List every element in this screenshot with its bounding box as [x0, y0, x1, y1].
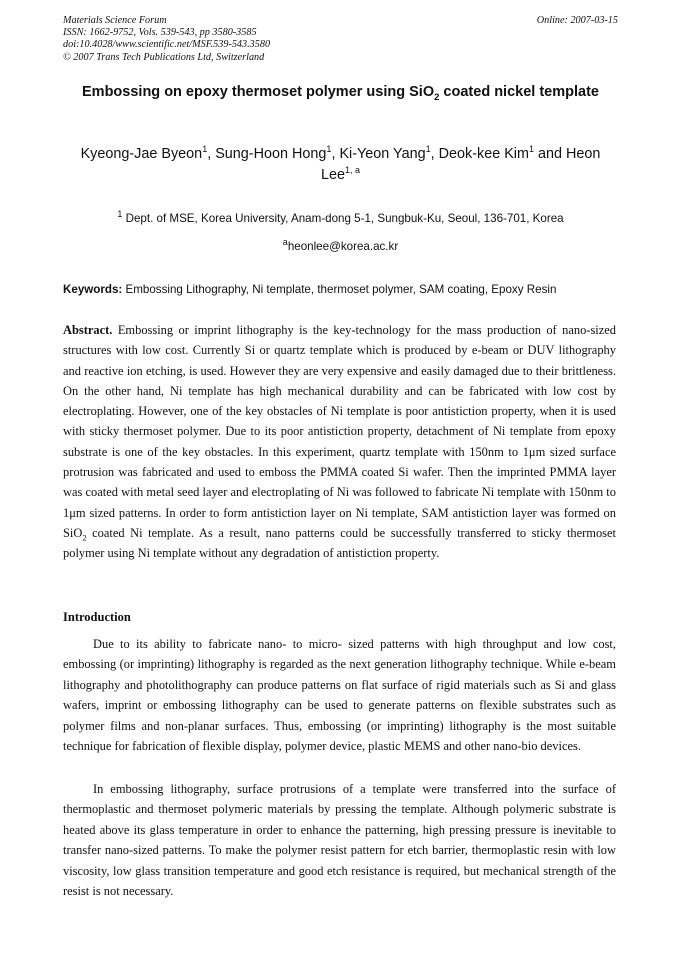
keywords-label: Keywords:: [63, 283, 123, 296]
author-affiliation-mark: 1: [528, 144, 534, 155]
abstract-label: Abstract.: [63, 323, 113, 337]
online-date: Online: 2007-03-15: [536, 15, 618, 26]
author-name: Deok-kee Kim: [438, 146, 529, 162]
author-affiliation-mark: 1: [326, 144, 332, 155]
author-name: Sung-Hoon Hong: [215, 146, 327, 162]
author-affiliation-mark: 1: [425, 144, 431, 155]
journal-issn: ISSN: 1662-9752, Vols. 539-543, pp 3580-3585: [63, 27, 257, 39]
introduction-paragraph: In embossing lithography, surface protrusions of a template were transferred into the surface of thermoplastic and thermoset polymeric materials by pressing the template. Although polymeric substrate is heated above its glass temperature in order to enhance the patterning, high pressing pressure is inevitable to transfer nano-sized patterns. To make the polymer resist pattern for etch barrier, thermoplastic resin with low viscosity, low glass transition temperature and good etch resistance is required, but mechanical strength of the resist is not necessary.: [63, 782, 616, 899]
email-text[interactable]: heonlee@korea.ac.kr: [287, 240, 399, 253]
abstract: [63, 320, 616, 564]
journal-name: Materials Science Forum: [63, 15, 167, 26]
journal-header: [63, 15, 618, 64]
affiliation-text: Dept. of MSE, Korea University, Anam-dong 5-1, Sungbuk-Ku, Seoul, 136-701, Korea: [122, 212, 564, 225]
title-subscript: 2: [434, 91, 440, 103]
author-name: Ki-Yeon Yang: [339, 146, 426, 162]
keywords-text: Embossing Lithography, Ni template, thermoset polymer, SAM coating, Epoxy Resin: [122, 283, 557, 296]
affiliation: [63, 209, 618, 226]
author-affiliation-mark: 1: [202, 144, 208, 155]
journal-doi: doi:10.4028/www.scientific.net/MSF.539-543.3580: [63, 39, 271, 51]
abstract-text-continued: coated Ni template. As a result, nano patterns could be successfully transferred to sticky thermoset polymer using Ni template without any degradation of antistiction property.: [63, 525, 616, 561]
author-affiliation-mark: 1, a: [345, 165, 361, 176]
introduction-heading: Introduction: [63, 610, 131, 624]
paper-title: [63, 82, 618, 103]
author-name: Heon Lee: [320, 146, 601, 183]
abstract-subscript: 2: [82, 532, 87, 543]
title-part1: Embossing on epoxy thermoset polymer using SiO: [82, 84, 435, 100]
affiliation-mark: 1: [117, 209, 123, 220]
author-list: Kyeong-Jae Byeon$^1$, Sung-Hoon Hong$^1$, Ki-Yeon Yang$^1$, Deok-kee Kim$^1$ and Heon Lee$^{1, a}$: [80, 144, 601, 183]
keywords: [63, 283, 618, 297]
title-part2: coated nickel template: [439, 84, 599, 100]
corresponding-email: [63, 237, 618, 254]
author-name: Kyeong-Jae Byeon: [80, 146, 203, 162]
abstract-text: Embossing or imprint lithography is the key-technology for the mass production of nano-sized structures with low cost. Currently Si or quartz template which is produced by e-beam or DUV lithography and reactive ion etching, is used. However they are very expensive and easily damaged due to their brittleness. On the other hand, Ni template has high mechanical durability and can be fabricated with low cost by electroplating. However, one of the key obstacles of Ni template is poor antistiction property, when it is used with sticky thermoset polymer. Due to its poor antistiction property, detachment of Ni template from epoxy substrate is one of the key obstacles. In this experiment, quartz template with 150nm to 1μm sized surface protrusion was fabricated and used to emboss the PMMA coated Si wafer. Then the imprinted PMMA layer was coated with metal seed layer and electroplating of Ni was followed to fabricate Ni template with 150nm to 1μm sized patterns. In order to form antistiction layer on Ni template, SAM antistiction layer was formed on SiO: [63, 323, 616, 540]
journal-copyright: © 2007 Trans Tech Publications Ltd, Switzerland: [63, 51, 265, 63]
introduction-paragraph: Due to its ability to fabricate nano- to micro- sized patterns with high throughput and low cost, embossing (or imprinting) lithography is regarded as the next generation lithography technique. While e-beam lithography and photolithography can produce patterns on flat surface of rigid materials such as Si and glass wafers, imprint or embossing lithography can be used to generate patterns on flexible substrates such as polymer films and non-planar surfaces. Thus, embossing (or imprinting) lithography is the most suitable technique for fabrication of flexible display, polymer device, plastic MEMS and other nano-bio devices.: [63, 637, 616, 754]
email-mark: a: [282, 237, 288, 248]
